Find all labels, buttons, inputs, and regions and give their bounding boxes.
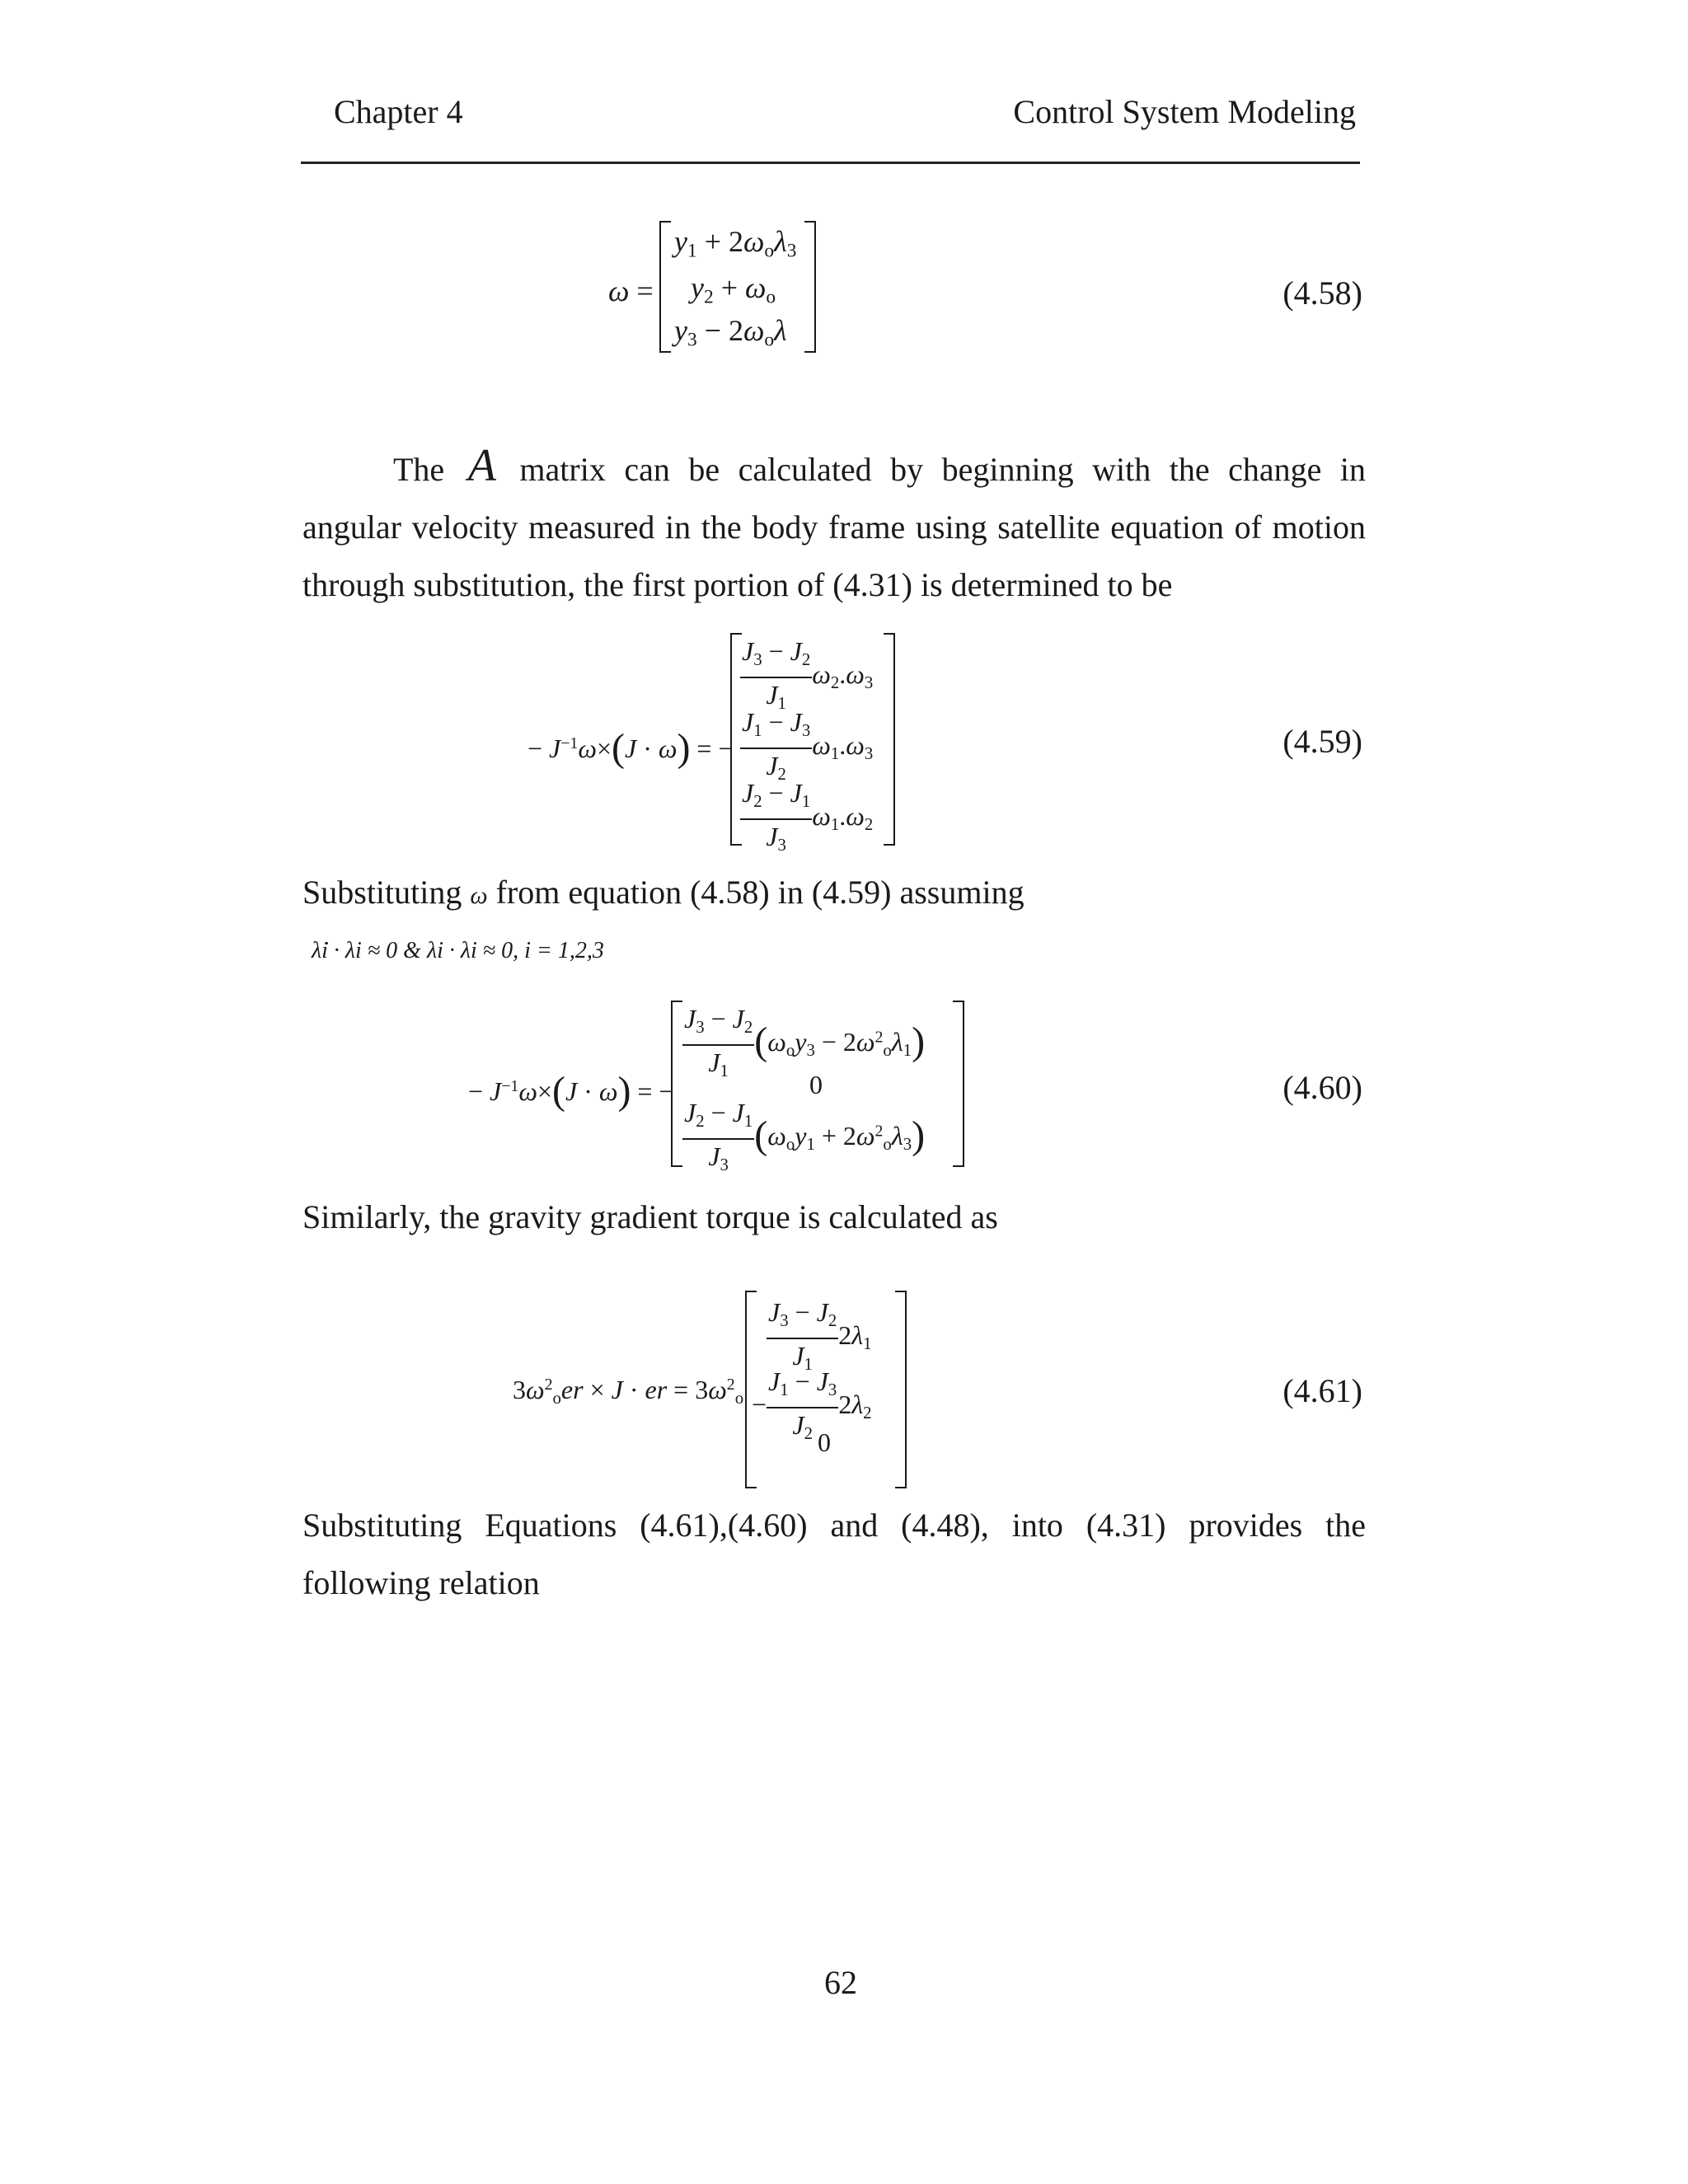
paragraph-line: following relation [302, 1564, 540, 1601]
paragraph-substituting-equations [302, 1497, 1366, 1612]
eq460-matrix: $\frac{J_3 - J_2}{J_1}$ $(\omega_oy_3 - 2\omega^2_o\lambda_1)$ 0 $\frac{J_2 - J_1}{J_3}$ $(\omega_oy_1 + 2\omega^2_o\lambda_3)$ [671, 1001, 964, 1167]
chapter-label: Chapter 4 [334, 93, 463, 130]
eq461-matrix: $\frac{J_3 - J_2}{J_1}$ $2\lambda_1$ − $\frac{J_1 - J_3}{J_2}$ $2\lambda_2$ 0 [745, 1291, 907, 1488]
equation-number-4-60: (4.60) [1282, 1069, 1362, 1106]
equation-number-4-61: (4.61) [1282, 1372, 1362, 1409]
page-number: 62 [824, 1964, 857, 2001]
header-rule [301, 162, 1360, 164]
eq460-lhs: − $J^{-1}\omega\times(J \cdot \omega)$ = − [468, 1069, 674, 1113]
omega-symbol: ω [470, 882, 488, 909]
eq458-lhs: ω = [608, 274, 654, 307]
paragraph-line: angular velocity measured in the body frame using satellite equation of motion [302, 509, 1366, 546]
eq459-lhs: − $J^{-1}\omega\times(J \cdot \omega)$ = − [528, 726, 734, 770]
paragraph-line: through substitution, the first portion of (4.31) is determined to be [302, 566, 1173, 603]
paragraph-line: The A matrix can be calculated by beginning with the change in [393, 440, 1367, 491]
paragraph-line: Substituting Equations (4.61),(4.60) and (4.48), into (4.31) provides the [302, 1507, 1366, 1544]
paragraph-gravity-gradient: Similarly, the gravity gradient torque is calculated as [302, 1198, 998, 1235]
eq458-matrix: $y_1 + 2\omega_o\lambda_3$ $y_2 + \omega_o$ $y_3 - 2\omega_o\lambda$ [659, 221, 816, 353]
eq459-matrix: $\frac{J_3 - J_2}{J_1}$ $\omega_2.\omega_3$ $\frac{J_1 - J_3}{J_2}$ $\omega_1.\omega_3$ $\frac{J_2 - J_1}{J_3}$ $\omega_1.\omega_2$ [730, 633, 895, 846]
assumption-condition: λ̇i · λi ≈ 0 & λi · λi ≈ 0, i = 1,2,3 [312, 938, 604, 963]
equation-number-4-58: (4.58) [1282, 274, 1362, 312]
paragraph-substituting-omega: Substituting ω from equation (4.58) in (4.59) assuming [302, 874, 1025, 911]
paragraph-a-matrix [302, 437, 1366, 614]
section-title: Control System Modeling [1013, 93, 1356, 130]
equation-number-4-59: (4.59) [1282, 723, 1362, 760]
a-matrix-symbol: A [467, 440, 496, 491]
eq461-lhs: $3\omega^2_oer \times J$ · er = $3\omega^2_o$ [513, 1375, 744, 1408]
